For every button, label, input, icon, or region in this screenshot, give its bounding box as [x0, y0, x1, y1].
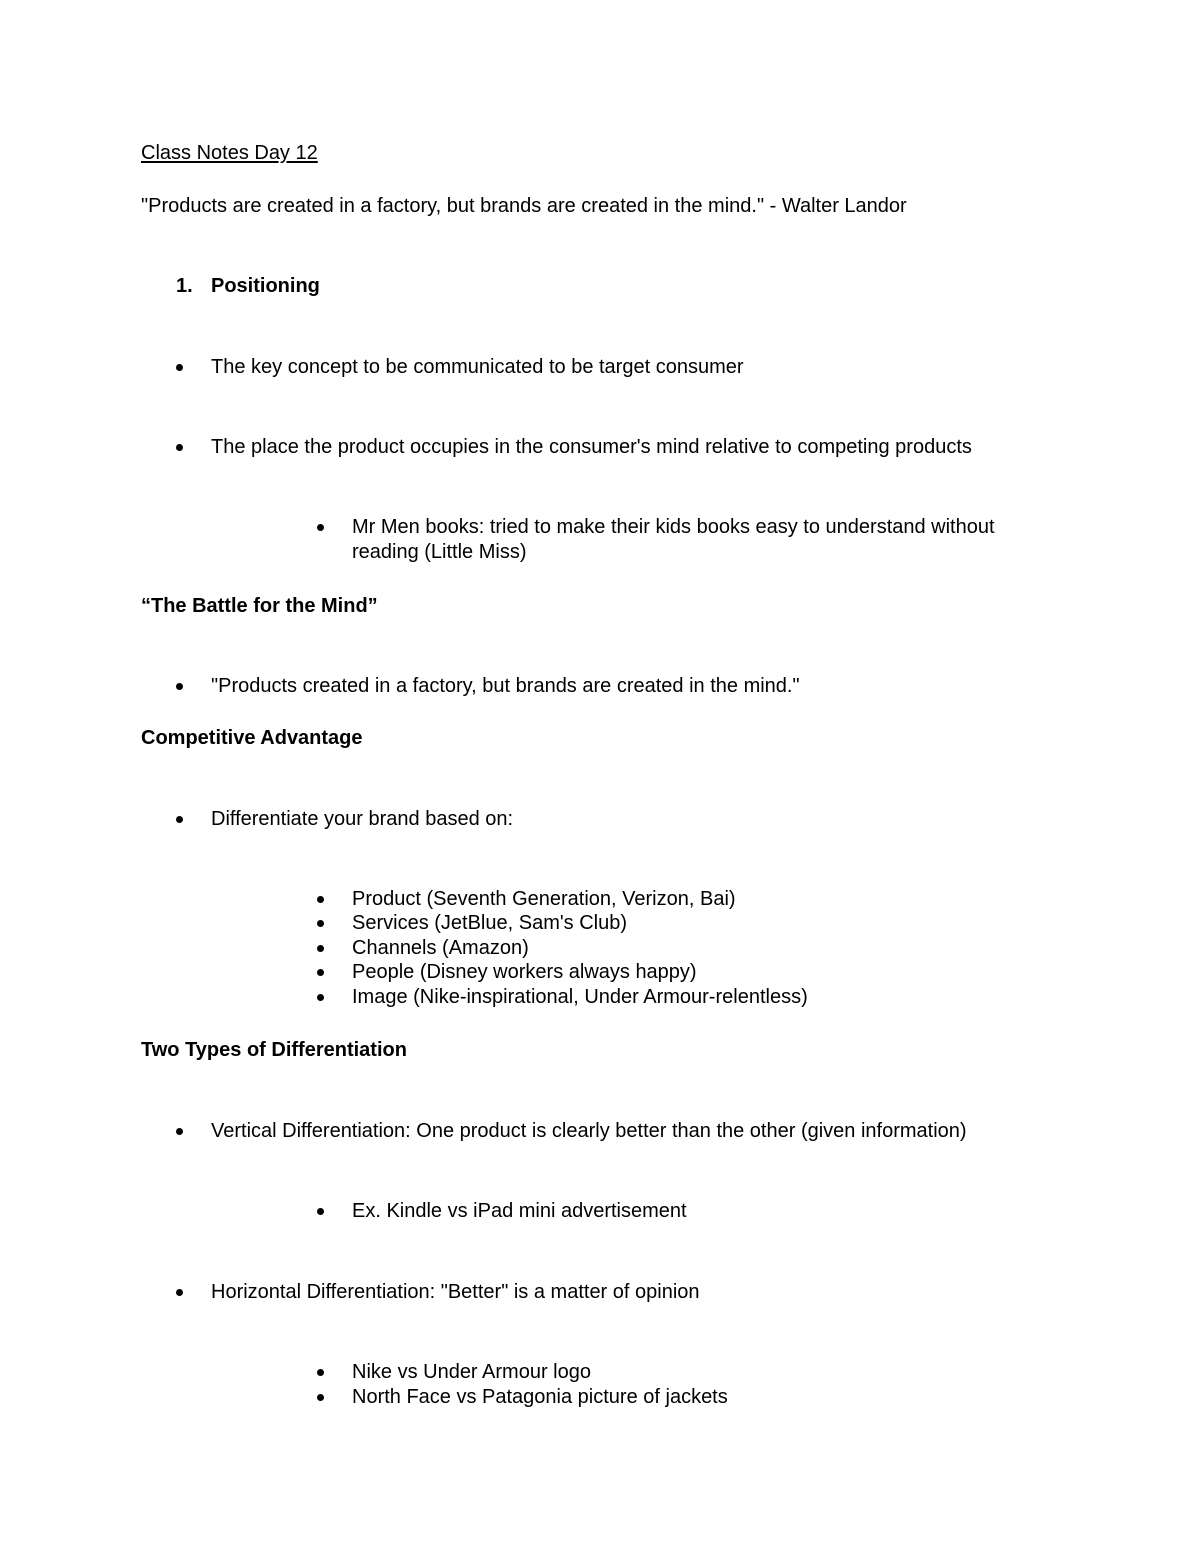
list-item: Vertical Differentiation: One product is clearly better than the other (given information)	[211, 1120, 967, 1142]
list-item: The key concept to be communicated to be target consumer	[211, 356, 744, 378]
list-item: Differentiate your brand based on:	[211, 808, 514, 830]
bullet-icon	[176, 816, 183, 823]
bullet-icon	[176, 1289, 183, 1296]
list-item: Channels (Amazon)	[352, 937, 529, 959]
list-item: Services (JetBlue, Sam's Club)	[352, 912, 628, 934]
list-item: North Face vs Patagonia picture of jackets	[352, 1386, 728, 1408]
bullet-icon	[317, 994, 324, 1001]
battle-heading: “The Battle for the Mind”	[141, 595, 378, 617]
bullet-icon	[317, 1394, 324, 1401]
bullet-icon	[317, 920, 324, 927]
bullet-icon	[317, 1369, 324, 1376]
bullet-icon	[317, 896, 324, 903]
list-item: Nike vs Under Armour logo	[352, 1361, 591, 1383]
bullet-icon	[176, 444, 183, 451]
competitive-heading: Competitive Advantage	[141, 727, 363, 749]
bullet-icon	[317, 524, 324, 531]
bullet-icon	[317, 1208, 324, 1215]
list-item: "Products created in a factory, but brands are created in the mind."	[211, 675, 800, 697]
bullet-icon	[317, 945, 324, 952]
section-number: 1.	[176, 275, 193, 297]
bullet-icon	[176, 364, 183, 371]
page-title: Class Notes Day 12	[141, 142, 318, 164]
list-item: Mr Men books: tried to make their kids books easy to understand without reading (Little Miss)	[352, 516, 995, 563]
positioning-heading: Positioning	[211, 275, 320, 297]
list-item: Image (Nike-inspirational, Under Armour-relentless)	[352, 986, 808, 1008]
bullet-icon	[176, 683, 183, 690]
list-item: The place the product occupies in the consumer's mind relative to competing products	[211, 436, 972, 458]
bullet-icon	[317, 969, 324, 976]
list-item: Horizontal Differentiation: "Better" is a matter of opinion	[211, 1281, 700, 1303]
list-item: Product (Seventh Generation, Verizon, Bai)	[352, 888, 736, 910]
bullet-icon	[176, 1128, 183, 1135]
list-item: People (Disney workers always happy)	[352, 961, 697, 983]
differentiation-heading: Two Types of Differentiation	[141, 1039, 407, 1061]
opening-quote: "Products are created in a factory, but brands are created in the mind." - Walter Landor	[141, 195, 907, 217]
list-item: Ex. Kindle vs iPad mini advertisement	[352, 1200, 687, 1222]
